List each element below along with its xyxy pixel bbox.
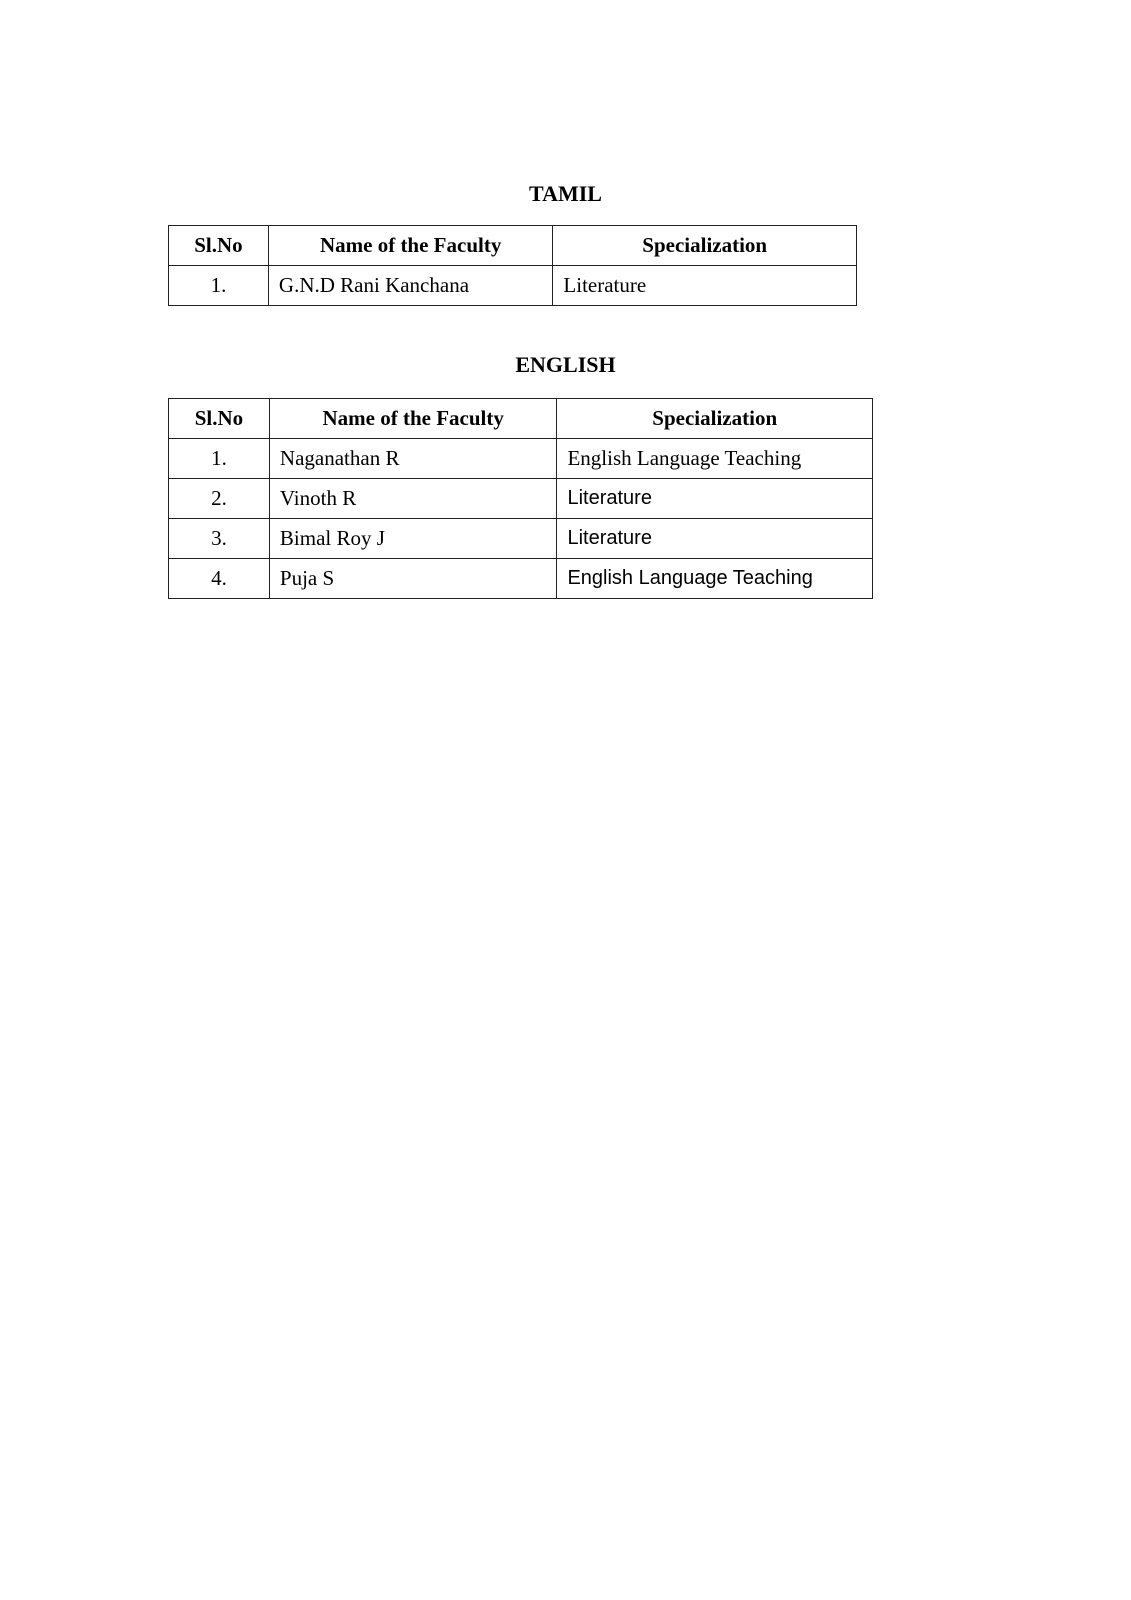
specialization-cell: Literature bbox=[557, 519, 873, 559]
faculty-name-cell: Puja S bbox=[269, 559, 557, 599]
sl-no-cell: 3. bbox=[169, 519, 270, 559]
english-section-title: ENGLISH bbox=[515, 352, 616, 377]
sl-no-header: Sl.No bbox=[169, 399, 270, 439]
table-row bbox=[169, 439, 873, 479]
english-faculty-table bbox=[168, 398, 873, 599]
specialization-cell: English Language Teaching bbox=[557, 559, 873, 599]
table-row bbox=[169, 519, 873, 559]
table-header-row bbox=[169, 399, 873, 439]
table-row bbox=[169, 559, 873, 599]
table-row bbox=[169, 266, 857, 306]
specialization-cell: Literature bbox=[557, 479, 873, 519]
faculty-name-header: Name of the Faculty bbox=[268, 226, 553, 266]
table-row bbox=[169, 479, 873, 519]
specialization-header: Specialization bbox=[553, 226, 857, 266]
table-header-row bbox=[169, 226, 857, 266]
tamil-section-title: TAMIL bbox=[529, 181, 602, 206]
specialization-header: Specialization bbox=[557, 399, 873, 439]
sl-no-cell: 1. bbox=[169, 266, 269, 306]
sl-no-header: Sl.No bbox=[169, 226, 269, 266]
sl-no-cell: 1. bbox=[169, 439, 270, 479]
specialization-cell: Literature bbox=[553, 266, 857, 306]
sl-no-cell: 2. bbox=[169, 479, 270, 519]
faculty-name-cell: Naganathan R bbox=[269, 439, 557, 479]
faculty-name-cell: Bimal Roy J bbox=[269, 519, 557, 559]
tamil-faculty-table bbox=[168, 225, 857, 306]
sl-no-cell: 4. bbox=[169, 559, 270, 599]
faculty-name-cell: Vinoth R bbox=[269, 479, 557, 519]
faculty-name-cell: G.N.D Rani Kanchana bbox=[268, 266, 553, 306]
specialization-cell: English Language Teaching bbox=[557, 439, 873, 479]
faculty-name-header: Name of the Faculty bbox=[269, 399, 557, 439]
